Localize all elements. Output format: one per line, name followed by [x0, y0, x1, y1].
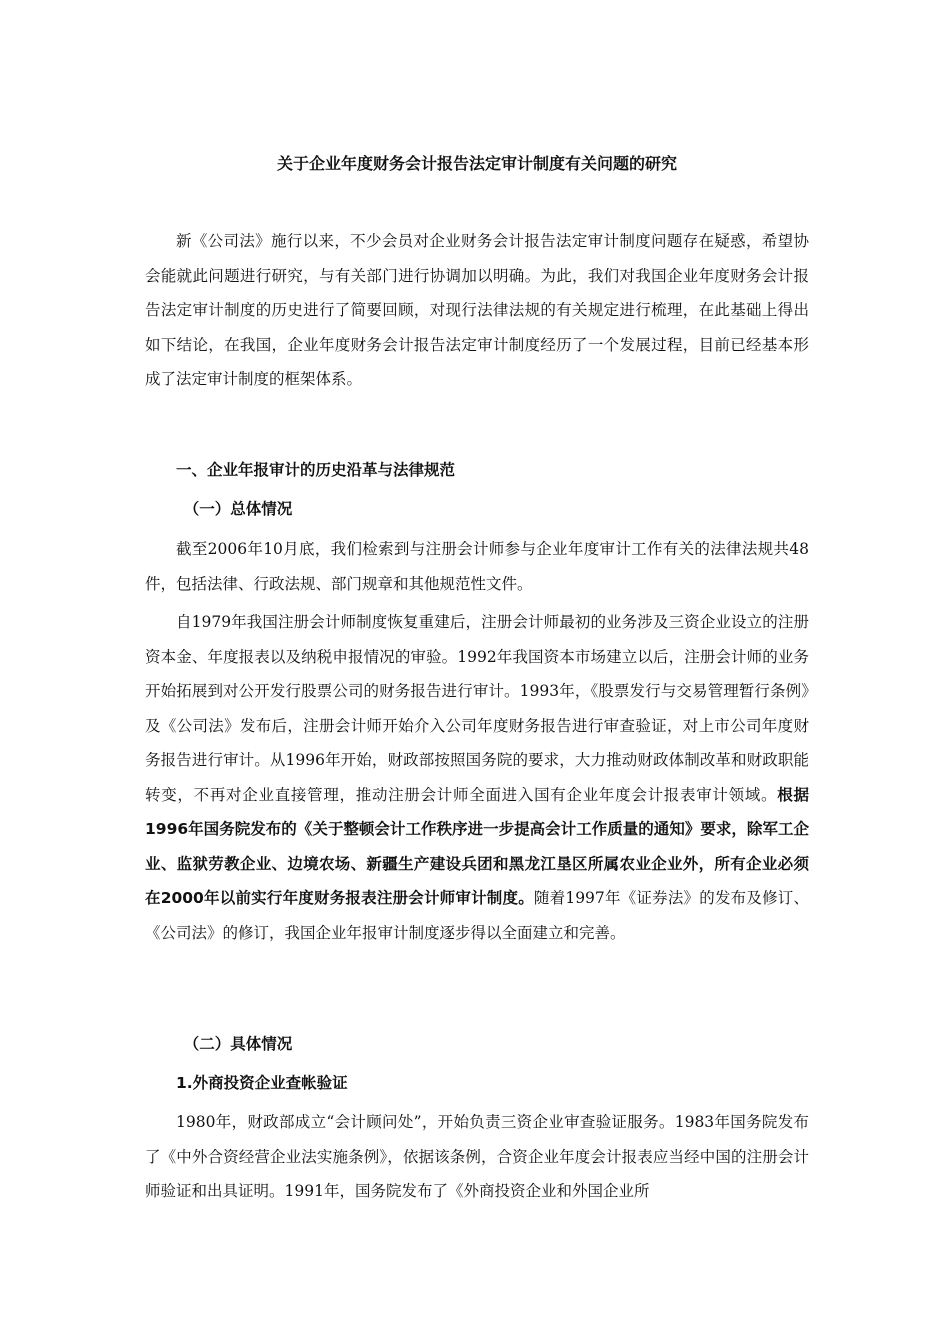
- paragraph-regulations-count: 截至2006年10月底，我们检索到与注册会计师参与企业年度审计工作有关的法律法规共48件，包括法律、行政法规、部门规章和其他规范性文件。: [145, 540, 809, 593]
- history-text-part-2: 随着1997年《证券法》的发布及修订、《公司法》的修订，我国企业年报审计制度逐步得以全面建立和完善。: [145, 889, 809, 942]
- subsection-heading-overall: （一）总体情况: [183, 500, 293, 518]
- intro-paragraph: 新《公司法》施行以来，不少会员对企业财务会计报告法定审计制度问题存在疑惑，希望协会能就此问题进行研究，与有关部门进行协调加以明确。为此，我们对我国企业年度财务会计报告法定审计制度的历史进行了简要回顾，对现行法律法规的有关规定进行梳理，在此基础上得出如下结论，在我国，企业年度财务会计报告法定审计制度经历了一个发展过程，目前已经基本形成了法定审计制度的框架体系。: [145, 232, 809, 388]
- history-text-part-1: 自1979年我国注册会计师制度恢复重建后，注册会计师最初的业务涉及三资企业设立的注册资本金、年度报表以及纳税申报情况的审验。1992年我国资本市场建立以后，注册会计师的业务开始拓展到对公开发行股票公司的财务报告进行审计。1993年，《股票发行与交易管理暂行条例》及《公司法》发布后，注册会计师开始介入公司年度财务报告进行审查验证，对上市公司年度财务报告进行审计。从1996年开始，财政部按照国务院的要求，大力推动财政体制改革和财政职能转变，不再对企业直接管理，推动注册会计师全面进入国有企业年度会计报表审计领域。: [145, 613, 809, 804]
- item-heading-foreign-investment: 1.外商投资企业查帐验证: [176, 1074, 348, 1092]
- document-title: 关于企业年度财务会计报告法定审计制度有关问题的研究: [276, 154, 677, 173]
- paragraph-foreign-investment: 1980年，财政部成立“会计顾问处”，开始负责三资企业审查验证服务。1983年国务院发布了《中外合资经营企业法实施条例》，依据该条例，合资企业年度会计报表应当经中国的注册会计师验证和出具证明。1991年，国务院发布了《外商投资企业和外国企业所: [145, 1113, 809, 1200]
- subsection-heading-specific: （二）具体情况: [183, 1035, 293, 1053]
- section-heading-1: 一、企业年报审计的历史沿革与法律规范: [176, 461, 456, 479]
- history-text-bold: 根据1996年国务院发布的《关于整顿会计工作秩序进一步提高会计工作质量的通知》要求，除军工企业、监狱劳教企业、边境农场、新疆生产建设兵团和黑龙江垦区所属农业企业外，所有企业必须在2000年以前实行年度财务报表注册会计师审计制度。: [145, 785, 809, 907]
- paragraph-history: [145, 605, 809, 950]
